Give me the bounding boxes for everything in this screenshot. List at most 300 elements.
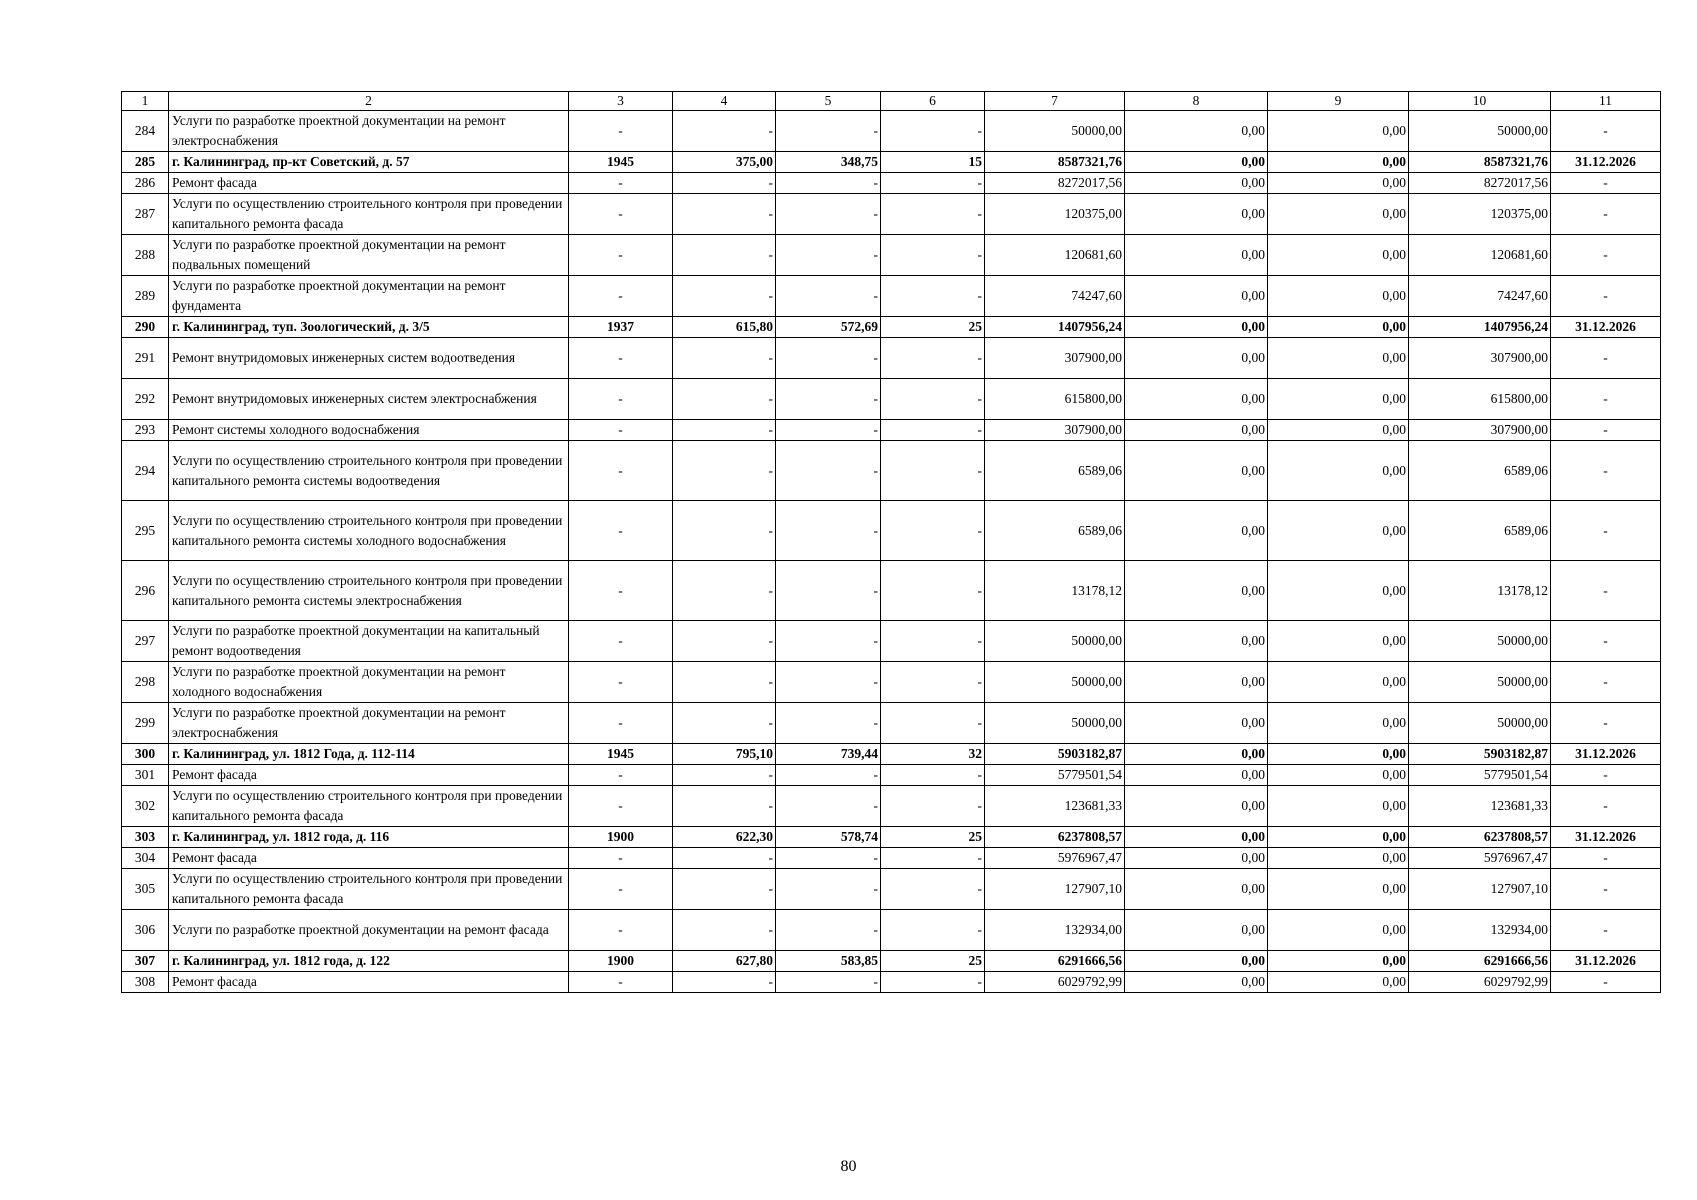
year-cell: 1900 bbox=[569, 827, 673, 848]
column-header-2: 2 bbox=[169, 92, 569, 111]
residents-cell: - bbox=[881, 703, 985, 744]
work-item-row bbox=[122, 561, 1661, 621]
residents-cell: - bbox=[881, 786, 985, 827]
column-header-11: 11 bbox=[1551, 92, 1661, 111]
year-cell: - bbox=[569, 703, 673, 744]
residents-cell: 15 bbox=[881, 152, 985, 173]
deadline-cell: - bbox=[1551, 972, 1661, 993]
total-area-cell: - bbox=[673, 662, 776, 703]
residents-cell: - bbox=[881, 662, 985, 703]
work-item-row bbox=[122, 765, 1661, 786]
year-cell: - bbox=[569, 235, 673, 276]
cost-col10-cell: 74247,60 bbox=[1409, 276, 1551, 317]
row-number-cell: 304 bbox=[122, 848, 169, 869]
row-number-cell: 303 bbox=[122, 827, 169, 848]
year-cell: - bbox=[569, 786, 673, 827]
capital-repair-table bbox=[121, 91, 1661, 993]
description-cell: Услуги по разработке проектной документации на ремонт подвальных помещений bbox=[169, 235, 569, 276]
description-cell: Ремонт фасада bbox=[169, 173, 569, 194]
description-cell: Услуги по разработке проектной документации на капитальный ремонт водоотведения bbox=[169, 621, 569, 662]
year-cell: - bbox=[569, 848, 673, 869]
living-area-cell: - bbox=[776, 276, 881, 317]
cost-col8-cell: 0,00 bbox=[1125, 501, 1268, 561]
total-area-cell: - bbox=[673, 338, 776, 379]
cost-col8-cell: 0,00 bbox=[1125, 338, 1268, 379]
total-cost-cell: 5779501,54 bbox=[985, 765, 1125, 786]
description-cell: Услуги по разработке проектной документации на ремонт электроснабжения bbox=[169, 111, 569, 152]
residents-cell: - bbox=[881, 848, 985, 869]
description-cell: Услуги по осуществлению строительного контроля при проведении капитального ремонта системы холодного водоснабжения bbox=[169, 501, 569, 561]
total-cost-cell: 6589,06 bbox=[985, 441, 1125, 501]
row-number-cell: 290 bbox=[122, 317, 169, 338]
deadline-cell: - bbox=[1551, 441, 1661, 501]
residents-cell: - bbox=[881, 173, 985, 194]
description-cell: Ремонт системы холодного водоснабжения bbox=[169, 420, 569, 441]
total-area-cell: - bbox=[673, 173, 776, 194]
cost-col8-cell: 0,00 bbox=[1125, 621, 1268, 662]
cost-col8-cell: 0,00 bbox=[1125, 152, 1268, 173]
total-area-cell: - bbox=[673, 441, 776, 501]
row-number-cell: 294 bbox=[122, 441, 169, 501]
residents-cell: - bbox=[881, 501, 985, 561]
living-area-cell: - bbox=[776, 848, 881, 869]
column-header-4: 4 bbox=[673, 92, 776, 111]
cost-col10-cell: 123681,33 bbox=[1409, 786, 1551, 827]
total-cost-cell: 13178,12 bbox=[985, 561, 1125, 621]
cost-col8-cell: 0,00 bbox=[1125, 951, 1268, 972]
address-row bbox=[122, 152, 1661, 173]
row-number-cell: 305 bbox=[122, 869, 169, 910]
cost-col10-cell: 5903182,87 bbox=[1409, 744, 1551, 765]
work-item-row bbox=[122, 869, 1661, 910]
deadline-cell: - bbox=[1551, 561, 1661, 621]
living-area-cell: - bbox=[776, 786, 881, 827]
total-cost-cell: 8272017,56 bbox=[985, 173, 1125, 194]
total-cost-cell: 5903182,87 bbox=[985, 744, 1125, 765]
living-area-cell: 739,44 bbox=[776, 744, 881, 765]
cost-col9-cell: 0,00 bbox=[1268, 561, 1409, 621]
deadline-cell: - bbox=[1551, 173, 1661, 194]
cost-col10-cell: 8272017,56 bbox=[1409, 173, 1551, 194]
total-cost-cell: 120681,60 bbox=[985, 235, 1125, 276]
living-area-cell: - bbox=[776, 111, 881, 152]
total-area-cell: - bbox=[673, 235, 776, 276]
address-row bbox=[122, 951, 1661, 972]
total-area-cell: - bbox=[673, 869, 776, 910]
total-cost-cell: 50000,00 bbox=[985, 662, 1125, 703]
year-cell: - bbox=[569, 561, 673, 621]
total-area-cell: - bbox=[673, 703, 776, 744]
description-cell: г. Калининград, туп. Зоологический, д. 3/5 bbox=[169, 317, 569, 338]
work-item-row bbox=[122, 972, 1661, 993]
cost-col9-cell: 0,00 bbox=[1268, 621, 1409, 662]
description-cell: г. Калининград, ул. 1812 года, д. 122 bbox=[169, 951, 569, 972]
deadline-cell: 31.12.2026 bbox=[1551, 317, 1661, 338]
cost-col9-cell: 0,00 bbox=[1268, 338, 1409, 379]
work-item-row bbox=[122, 173, 1661, 194]
year-cell: - bbox=[569, 379, 673, 420]
cost-col9-cell: 0,00 bbox=[1268, 744, 1409, 765]
cost-col10-cell: 8587321,76 bbox=[1409, 152, 1551, 173]
total-cost-cell: 307900,00 bbox=[985, 338, 1125, 379]
deadline-cell: - bbox=[1551, 420, 1661, 441]
deadline-cell: - bbox=[1551, 869, 1661, 910]
living-area-cell: - bbox=[776, 972, 881, 993]
column-header-10: 10 bbox=[1409, 92, 1551, 111]
total-area-cell: - bbox=[673, 111, 776, 152]
cost-col9-cell: 0,00 bbox=[1268, 703, 1409, 744]
cost-col8-cell: 0,00 bbox=[1125, 765, 1268, 786]
living-area-cell: - bbox=[776, 194, 881, 235]
cost-col10-cell: 6589,06 bbox=[1409, 501, 1551, 561]
deadline-cell: - bbox=[1551, 765, 1661, 786]
row-number-cell: 287 bbox=[122, 194, 169, 235]
living-area-cell: - bbox=[776, 662, 881, 703]
residents-cell: 32 bbox=[881, 744, 985, 765]
deadline-cell: - bbox=[1551, 621, 1661, 662]
total-area-cell: 627,80 bbox=[673, 951, 776, 972]
year-cell: - bbox=[569, 338, 673, 379]
work-item-row bbox=[122, 501, 1661, 561]
column-number-header-row bbox=[122, 92, 1661, 111]
row-number-cell: 291 bbox=[122, 338, 169, 379]
total-area-cell: - bbox=[673, 501, 776, 561]
cost-col9-cell: 0,00 bbox=[1268, 317, 1409, 338]
row-number-cell: 307 bbox=[122, 951, 169, 972]
description-cell: Ремонт внутридомовых инженерных систем водоотведения bbox=[169, 338, 569, 379]
residents-cell: - bbox=[881, 561, 985, 621]
residents-cell: - bbox=[881, 111, 985, 152]
row-number-cell: 306 bbox=[122, 910, 169, 951]
living-area-cell: - bbox=[776, 501, 881, 561]
residents-cell: - bbox=[881, 194, 985, 235]
total-cost-cell: 1407956,24 bbox=[985, 317, 1125, 338]
column-header-8: 8 bbox=[1125, 92, 1268, 111]
cost-col8-cell: 0,00 bbox=[1125, 235, 1268, 276]
total-area-cell: - bbox=[673, 910, 776, 951]
deadline-cell: - bbox=[1551, 786, 1661, 827]
living-area-cell: - bbox=[776, 338, 881, 379]
column-header-6: 6 bbox=[881, 92, 985, 111]
residents-cell: - bbox=[881, 420, 985, 441]
description-cell: Ремонт внутридомовых инженерных систем электроснабжения bbox=[169, 379, 569, 420]
description-cell: Услуги по разработке проектной документации на ремонт фундамента bbox=[169, 276, 569, 317]
year-cell: 1945 bbox=[569, 152, 673, 173]
total-cost-cell: 615800,00 bbox=[985, 379, 1125, 420]
row-number-cell: 301 bbox=[122, 765, 169, 786]
row-number-cell: 297 bbox=[122, 621, 169, 662]
column-header-3: 3 bbox=[569, 92, 673, 111]
cost-col9-cell: 0,00 bbox=[1268, 662, 1409, 703]
total-cost-cell: 6237808,57 bbox=[985, 827, 1125, 848]
cost-col9-cell: 0,00 bbox=[1268, 173, 1409, 194]
description-cell: Услуги по осуществлению строительного контроля при проведении капитального ремонта системы электроснабжения bbox=[169, 561, 569, 621]
work-item-row bbox=[122, 235, 1661, 276]
total-area-cell: - bbox=[673, 276, 776, 317]
row-number-cell: 292 bbox=[122, 379, 169, 420]
cost-col8-cell: 0,00 bbox=[1125, 744, 1268, 765]
total-area-cell: - bbox=[673, 621, 776, 662]
year-cell: - bbox=[569, 276, 673, 317]
year-cell: - bbox=[569, 194, 673, 235]
total-area-cell: - bbox=[673, 765, 776, 786]
total-cost-cell: 127907,10 bbox=[985, 869, 1125, 910]
total-cost-cell: 8587321,76 bbox=[985, 152, 1125, 173]
description-cell: Услуги по разработке проектной документации на ремонт холодного водоснабжения bbox=[169, 662, 569, 703]
address-row bbox=[122, 827, 1661, 848]
total-area-cell: - bbox=[673, 194, 776, 235]
cost-col9-cell: 0,00 bbox=[1268, 869, 1409, 910]
cost-col8-cell: 0,00 bbox=[1125, 703, 1268, 744]
living-area-cell: - bbox=[776, 869, 881, 910]
deadline-cell: 31.12.2026 bbox=[1551, 951, 1661, 972]
total-cost-cell: 6589,06 bbox=[985, 501, 1125, 561]
work-item-row bbox=[122, 420, 1661, 441]
deadline-cell: - bbox=[1551, 848, 1661, 869]
work-item-row bbox=[122, 621, 1661, 662]
row-number-cell: 302 bbox=[122, 786, 169, 827]
deadline-cell: - bbox=[1551, 703, 1661, 744]
cost-col10-cell: 6029792,99 bbox=[1409, 972, 1551, 993]
cost-col10-cell: 6589,06 bbox=[1409, 441, 1551, 501]
year-cell: - bbox=[569, 910, 673, 951]
cost-col9-cell: 0,00 bbox=[1268, 765, 1409, 786]
total-area-cell: - bbox=[673, 420, 776, 441]
residents-cell: - bbox=[881, 276, 985, 317]
cost-col10-cell: 307900,00 bbox=[1409, 338, 1551, 379]
total-area-cell: 622,30 bbox=[673, 827, 776, 848]
cost-col8-cell: 0,00 bbox=[1125, 972, 1268, 993]
cost-col9-cell: 0,00 bbox=[1268, 420, 1409, 441]
total-cost-cell: 132934,00 bbox=[985, 910, 1125, 951]
cost-col8-cell: 0,00 bbox=[1125, 420, 1268, 441]
cost-col10-cell: 50000,00 bbox=[1409, 662, 1551, 703]
deadline-cell: - bbox=[1551, 379, 1661, 420]
living-area-cell: - bbox=[776, 561, 881, 621]
total-area-cell: - bbox=[673, 561, 776, 621]
description-cell: Услуги по осуществлению строительного контроля при проведении капитального ремонта фасада bbox=[169, 194, 569, 235]
work-item-row bbox=[122, 338, 1661, 379]
cost-col10-cell: 50000,00 bbox=[1409, 621, 1551, 662]
year-cell: - bbox=[569, 662, 673, 703]
description-cell: Ремонт фасада bbox=[169, 848, 569, 869]
deadline-cell: 31.12.2026 bbox=[1551, 152, 1661, 173]
row-number-cell: 295 bbox=[122, 501, 169, 561]
total-cost-cell: 50000,00 bbox=[985, 111, 1125, 152]
cost-col9-cell: 0,00 bbox=[1268, 152, 1409, 173]
cost-col8-cell: 0,00 bbox=[1125, 317, 1268, 338]
deadline-cell: - bbox=[1551, 662, 1661, 703]
row-number-cell: 293 bbox=[122, 420, 169, 441]
cost-col10-cell: 120681,60 bbox=[1409, 235, 1551, 276]
living-area-cell: - bbox=[776, 235, 881, 276]
row-number-cell: 286 bbox=[122, 173, 169, 194]
living-area-cell: 578,74 bbox=[776, 827, 881, 848]
total-cost-cell: 50000,00 bbox=[985, 703, 1125, 744]
living-area-cell: - bbox=[776, 173, 881, 194]
description-cell: г. Калининград, ул. 1812 года, д. 116 bbox=[169, 827, 569, 848]
total-cost-cell: 5976967,47 bbox=[985, 848, 1125, 869]
total-cost-cell: 74247,60 bbox=[985, 276, 1125, 317]
row-number-cell: 284 bbox=[122, 111, 169, 152]
work-item-row bbox=[122, 848, 1661, 869]
cost-col8-cell: 0,00 bbox=[1125, 276, 1268, 317]
total-area-cell: - bbox=[673, 848, 776, 869]
column-header-7: 7 bbox=[985, 92, 1125, 111]
cost-col9-cell: 0,00 bbox=[1268, 111, 1409, 152]
residents-cell: - bbox=[881, 441, 985, 501]
cost-col10-cell: 5976967,47 bbox=[1409, 848, 1551, 869]
cost-col10-cell: 307900,00 bbox=[1409, 420, 1551, 441]
deadline-cell: - bbox=[1551, 235, 1661, 276]
living-area-cell: - bbox=[776, 441, 881, 501]
residents-cell: - bbox=[881, 972, 985, 993]
year-cell: - bbox=[569, 621, 673, 662]
cost-col8-cell: 0,00 bbox=[1125, 848, 1268, 869]
cost-col8-cell: 0,00 bbox=[1125, 827, 1268, 848]
total-area-cell: - bbox=[673, 972, 776, 993]
cost-col10-cell: 6237808,57 bbox=[1409, 827, 1551, 848]
cost-col10-cell: 13178,12 bbox=[1409, 561, 1551, 621]
year-cell: - bbox=[569, 420, 673, 441]
deadline-cell: - bbox=[1551, 501, 1661, 561]
deadline-cell: 31.12.2026 bbox=[1551, 827, 1661, 848]
deadline-cell: - bbox=[1551, 276, 1661, 317]
data-table-container bbox=[121, 91, 1660, 993]
cost-col9-cell: 0,00 bbox=[1268, 276, 1409, 317]
total-cost-cell: 6291666,56 bbox=[985, 951, 1125, 972]
description-cell: Услуги по осуществлению строительного контроля при проведении капитального ремонта системы водоотведения bbox=[169, 441, 569, 501]
row-number-cell: 296 bbox=[122, 561, 169, 621]
cost-col10-cell: 132934,00 bbox=[1409, 910, 1551, 951]
total-area-cell: - bbox=[673, 786, 776, 827]
description-cell: Услуги по разработке проектной документации на ремонт фасада bbox=[169, 910, 569, 951]
work-item-row bbox=[122, 379, 1661, 420]
column-header-5: 5 bbox=[776, 92, 881, 111]
work-item-row bbox=[122, 194, 1661, 235]
living-area-cell: 348,75 bbox=[776, 152, 881, 173]
description-cell: Услуги по осуществлению строительного контроля при проведении капитального ремонта фасада bbox=[169, 869, 569, 910]
cost-col8-cell: 0,00 bbox=[1125, 869, 1268, 910]
cost-col9-cell: 0,00 bbox=[1268, 848, 1409, 869]
column-header-9: 9 bbox=[1268, 92, 1409, 111]
living-area-cell: - bbox=[776, 379, 881, 420]
cost-col9-cell: 0,00 bbox=[1268, 194, 1409, 235]
total-area-cell: - bbox=[673, 379, 776, 420]
cost-col9-cell: 0,00 bbox=[1268, 786, 1409, 827]
total-area-cell: 375,00 bbox=[673, 152, 776, 173]
total-cost-cell: 307900,00 bbox=[985, 420, 1125, 441]
residents-cell: - bbox=[881, 621, 985, 662]
cost-col8-cell: 0,00 bbox=[1125, 561, 1268, 621]
deadline-cell: 31.12.2026 bbox=[1551, 744, 1661, 765]
living-area-cell: - bbox=[776, 621, 881, 662]
description-cell: Ремонт фасада bbox=[169, 765, 569, 786]
residents-cell: - bbox=[881, 235, 985, 276]
deadline-cell: - bbox=[1551, 338, 1661, 379]
deadline-cell: - bbox=[1551, 111, 1661, 152]
cost-col9-cell: 0,00 bbox=[1268, 972, 1409, 993]
residents-cell: - bbox=[881, 869, 985, 910]
living-area-cell: - bbox=[776, 765, 881, 786]
year-cell: 1945 bbox=[569, 744, 673, 765]
residents-cell: 25 bbox=[881, 317, 985, 338]
row-number-cell: 308 bbox=[122, 972, 169, 993]
work-item-row bbox=[122, 276, 1661, 317]
cost-col10-cell: 50000,00 bbox=[1409, 703, 1551, 744]
cost-col8-cell: 0,00 bbox=[1125, 662, 1268, 703]
year-cell: 1900 bbox=[569, 951, 673, 972]
row-number-cell: 289 bbox=[122, 276, 169, 317]
description-cell: г. Калининград, пр-кт Советский, д. 57 bbox=[169, 152, 569, 173]
year-cell: - bbox=[569, 501, 673, 561]
cost-col10-cell: 1407956,24 bbox=[1409, 317, 1551, 338]
residents-cell: 25 bbox=[881, 951, 985, 972]
total-area-cell: 615,80 bbox=[673, 317, 776, 338]
year-cell: - bbox=[569, 173, 673, 194]
total-cost-cell: 120375,00 bbox=[985, 194, 1125, 235]
year-cell: - bbox=[569, 869, 673, 910]
work-item-row bbox=[122, 703, 1661, 744]
year-cell: 1937 bbox=[569, 317, 673, 338]
row-number-cell: 299 bbox=[122, 703, 169, 744]
total-cost-cell: 123681,33 bbox=[985, 786, 1125, 827]
address-row bbox=[122, 744, 1661, 765]
year-cell: - bbox=[569, 111, 673, 152]
description-cell: Ремонт фасада bbox=[169, 972, 569, 993]
year-cell: - bbox=[569, 441, 673, 501]
deadline-cell: - bbox=[1551, 194, 1661, 235]
cost-col9-cell: 0,00 bbox=[1268, 235, 1409, 276]
living-area-cell: - bbox=[776, 910, 881, 951]
year-cell: - bbox=[569, 972, 673, 993]
cost-col9-cell: 0,00 bbox=[1268, 827, 1409, 848]
address-row bbox=[122, 317, 1661, 338]
work-item-row bbox=[122, 662, 1661, 703]
work-item-row bbox=[122, 786, 1661, 827]
cost-col10-cell: 127907,10 bbox=[1409, 869, 1551, 910]
work-item-row bbox=[122, 910, 1661, 951]
cost-col8-cell: 0,00 bbox=[1125, 910, 1268, 951]
cost-col9-cell: 0,00 bbox=[1268, 441, 1409, 501]
residents-cell: - bbox=[881, 338, 985, 379]
column-header-1: 1 bbox=[122, 92, 169, 111]
living-area-cell: - bbox=[776, 420, 881, 441]
cost-col10-cell: 120375,00 bbox=[1409, 194, 1551, 235]
cost-col8-cell: 0,00 bbox=[1125, 379, 1268, 420]
table-body bbox=[122, 92, 1661, 993]
cost-col10-cell: 5779501,54 bbox=[1409, 765, 1551, 786]
row-number-cell: 288 bbox=[122, 235, 169, 276]
deadline-cell: - bbox=[1551, 910, 1661, 951]
residents-cell: 25 bbox=[881, 827, 985, 848]
residents-cell: - bbox=[881, 910, 985, 951]
residents-cell: - bbox=[881, 379, 985, 420]
work-item-row bbox=[122, 441, 1661, 501]
residents-cell: - bbox=[881, 765, 985, 786]
row-number-cell: 298 bbox=[122, 662, 169, 703]
cost-col9-cell: 0,00 bbox=[1268, 951, 1409, 972]
cost-col10-cell: 615800,00 bbox=[1409, 379, 1551, 420]
row-number-cell: 300 bbox=[122, 744, 169, 765]
total-area-cell: 795,10 bbox=[673, 744, 776, 765]
cost-col8-cell: 0,00 bbox=[1125, 111, 1268, 152]
cost-col9-cell: 0,00 bbox=[1268, 379, 1409, 420]
year-cell: - bbox=[569, 765, 673, 786]
description-cell: Услуги по осуществлению строительного контроля при проведении капитального ремонта фасада bbox=[169, 786, 569, 827]
cost-col8-cell: 0,00 bbox=[1125, 786, 1268, 827]
total-cost-cell: 6029792,99 bbox=[985, 972, 1125, 993]
